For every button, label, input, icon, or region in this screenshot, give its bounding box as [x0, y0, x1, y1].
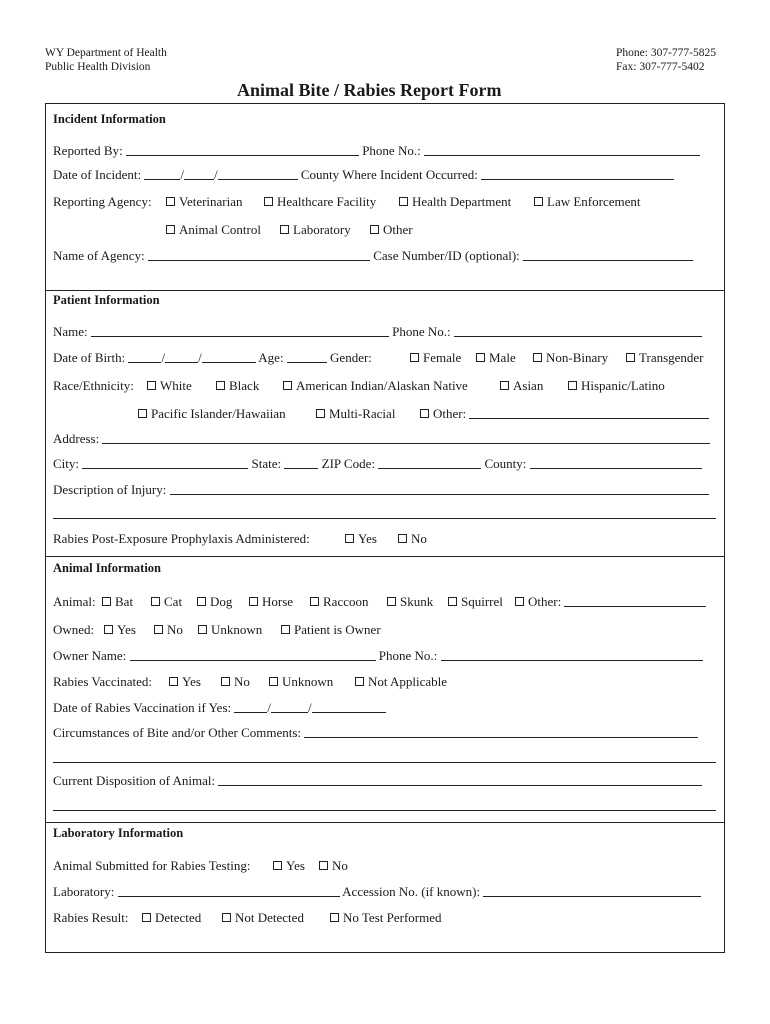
- checkbox-skunk[interactable]: [387, 597, 396, 606]
- address-row: [53, 431, 710, 447]
- injury-field[interactable]: [170, 483, 709, 495]
- vacc-date-label: Date of Rabies Vaccination if Yes:: [53, 700, 232, 715]
- submitted-label: Animal Submitted for Rabies Testing:: [53, 858, 251, 873]
- race-option-white[interactable]: [147, 378, 192, 394]
- race-option-other[interactable]: [420, 406, 709, 422]
- checkbox-animal-other[interactable]: [515, 597, 524, 606]
- owned-option-label: No: [167, 622, 183, 637]
- agency-option-law[interactable]: [534, 194, 640, 210]
- incident-date-day[interactable]: [184, 168, 214, 180]
- laboratory-label: Laboratory:: [53, 884, 115, 899]
- race-option-multiracial[interactable]: [316, 406, 395, 422]
- city-row: [53, 456, 702, 472]
- date-separator: /: [198, 350, 202, 365]
- agency-name-field[interactable]: [148, 249, 370, 261]
- disposition-label: Current Disposition of Animal:: [53, 773, 216, 788]
- race-option-label: White: [160, 378, 192, 393]
- checkbox-owned-unknown[interactable]: [198, 625, 207, 634]
- agency-option-label: Laboratory: [293, 222, 351, 237]
- vacc-date-day[interactable]: [271, 701, 308, 713]
- city-label: City:: [53, 456, 80, 471]
- reported-by-label: Reported By:: [53, 143, 123, 158]
- checkbox-pep-no[interactable]: [398, 534, 407, 543]
- patient-name-row: [53, 324, 702, 340]
- patient-name-field[interactable]: [91, 325, 389, 337]
- agency-option-label: Animal Control: [179, 222, 261, 237]
- section-divider: [45, 822, 725, 823]
- checkbox-bat[interactable]: [102, 597, 111, 606]
- checkbox-dog[interactable]: [197, 597, 206, 606]
- agency-option-health-dept[interactable]: [399, 194, 511, 210]
- vacc-option-unknown[interactable]: [269, 674, 333, 690]
- gender-label: Gender:: [330, 350, 372, 365]
- agency-option-laboratory[interactable]: [280, 222, 351, 238]
- agency-option-label: Other: [383, 222, 413, 237]
- incident-county-label: County Where Incident Occurred:: [300, 167, 478, 182]
- incident-date-year[interactable]: [218, 168, 298, 180]
- checkbox-hispanic[interactable]: [568, 381, 577, 390]
- animal-other-field[interactable]: [564, 595, 706, 607]
- state-field[interactable]: [284, 457, 318, 469]
- header-fax: Fax: 307-777-5402: [616, 61, 705, 73]
- race-label: Race/Ethnicity:: [53, 378, 134, 393]
- owned-option-yes[interactable]: [104, 622, 136, 638]
- result-option-detected[interactable]: [142, 910, 201, 926]
- race-option-label: Multi-Racial: [329, 406, 396, 421]
- incident-county-field[interactable]: [481, 168, 674, 180]
- circumstances-row: [53, 725, 698, 741]
- checkbox-transgender[interactable]: [626, 353, 635, 362]
- age-field[interactable]: [287, 351, 327, 363]
- county-label: County:: [484, 456, 527, 471]
- checkbox-black[interactable]: [216, 381, 225, 390]
- race-option-label: Pacific Islander/Hawaiian: [151, 406, 286, 421]
- checkbox-horse[interactable]: [249, 597, 258, 606]
- checkbox-owned-yes[interactable]: [104, 625, 113, 634]
- race-option-label: Black: [229, 378, 260, 393]
- org-line-2: Public Health Division: [45, 61, 151, 73]
- vacc-option-label: No: [234, 674, 250, 689]
- result-label: Rabies Result:: [53, 910, 129, 925]
- checkbox-female[interactable]: [410, 353, 419, 362]
- checkbox-agency-other[interactable]: [370, 225, 379, 234]
- page-title: Animal Bite / Rabies Report Form: [237, 80, 502, 100]
- reported-by-row: [53, 143, 700, 159]
- submitted-option-no[interactable]: [319, 858, 348, 874]
- animal-option-label: Dog: [210, 594, 233, 609]
- pep-label: Rabies Post-Exposure Prophylaxis Administered:: [53, 531, 310, 546]
- dob-month[interactable]: [128, 351, 161, 363]
- checkbox-male[interactable]: [476, 353, 485, 362]
- checkbox-patient-owner[interactable]: [281, 625, 290, 634]
- patient-dob-row: [53, 350, 372, 366]
- animal-option-label: Skunk: [400, 594, 434, 609]
- gender-option-label: Non-Binary: [546, 350, 609, 365]
- checkbox-american-indian[interactable]: [283, 381, 292, 390]
- county-field[interactable]: [530, 457, 702, 469]
- owned-option-label: Patient is Owner: [294, 622, 381, 637]
- agency-option-label: Law Enforcement: [547, 194, 641, 209]
- gender-option-label: Male: [489, 350, 516, 365]
- checkbox-vacc-unknown[interactable]: [269, 677, 278, 686]
- vacc-option-label: Not Applicable: [368, 674, 448, 689]
- gender-option-male[interactable]: [476, 350, 516, 366]
- animal-option-label: Bat: [115, 594, 134, 609]
- result-option-label: Not Detected: [235, 910, 304, 925]
- vacc-date-row: [53, 700, 386, 716]
- checkbox-healthcare[interactable]: [264, 197, 273, 206]
- checkbox-vacc-yes[interactable]: [169, 677, 178, 686]
- animal-option-other[interactable]: [515, 594, 706, 610]
- result-option-no-test[interactable]: [330, 910, 442, 926]
- checkbox-pep-yes[interactable]: [345, 534, 354, 543]
- animal-option-raccoon[interactable]: [310, 594, 368, 610]
- vacc-option-no[interactable]: [221, 674, 250, 690]
- checkbox-law[interactable]: [534, 197, 543, 206]
- date-separator: /: [308, 700, 312, 715]
- address-label: Address:: [53, 431, 100, 446]
- race-option-asian[interactable]: [500, 378, 543, 394]
- checkbox-vacc-na[interactable]: [355, 677, 364, 686]
- injury-label: Description of Injury:: [53, 482, 167, 497]
- date-separator: /: [267, 700, 271, 715]
- owned-option-label: Unknown: [211, 622, 263, 637]
- gender-option-label: Female: [423, 350, 462, 365]
- reporting-agency-label: Reporting Agency:: [53, 194, 152, 209]
- address-field[interactable]: [102, 432, 710, 444]
- patient-name-label: Name:: [53, 324, 88, 339]
- dob-year[interactable]: [202, 351, 256, 363]
- animal-option-label: Horse: [262, 594, 294, 609]
- checkbox-multiracial[interactable]: [316, 409, 325, 418]
- checkbox-pacific[interactable]: [138, 409, 147, 418]
- vacc-option-label: Yes: [182, 674, 201, 689]
- pep-option-no[interactable]: [398, 531, 427, 547]
- animal-option-label: Cat: [164, 594, 183, 609]
- owned-option-unknown[interactable]: [198, 622, 262, 638]
- checkbox-cat[interactable]: [151, 597, 160, 606]
- agency-option-label: Health Department: [412, 194, 512, 209]
- vacc-option-yes[interactable]: [169, 674, 201, 690]
- checkbox-nonbinary[interactable]: [533, 353, 542, 362]
- checkbox-health-dept[interactable]: [399, 197, 408, 206]
- disposition-row: [53, 773, 702, 789]
- header-phone: Phone: 307-777-5825: [616, 47, 716, 59]
- injury-row: [53, 482, 709, 498]
- race-option-label: Hispanic/Latino: [581, 378, 665, 393]
- date-separator: /: [180, 167, 184, 182]
- incident-phone-label: Phone No.:: [362, 143, 421, 158]
- section-divider: [45, 290, 725, 291]
- disposition-field-line-2[interactable]: [53, 799, 716, 811]
- animal-option-bat[interactable]: [102, 594, 133, 610]
- incident-date-label: Date of Incident:: [53, 167, 142, 182]
- checkbox-not-detected[interactable]: [222, 913, 231, 922]
- vaccinated-label: Rabies Vaccinated:: [53, 674, 153, 689]
- patient-phone-label: Phone No.:: [392, 324, 451, 339]
- circumstances-field[interactable]: [304, 726, 698, 738]
- pep-option-label: No: [411, 531, 427, 546]
- agency-name-row: [53, 248, 693, 264]
- gender-option-transgender[interactable]: [626, 350, 704, 366]
- animal-option-skunk[interactable]: [387, 594, 433, 610]
- owner-name-label: Owner Name:: [53, 648, 127, 663]
- owned-option-label: Yes: [117, 622, 136, 637]
- animal-option-cat[interactable]: [151, 594, 182, 610]
- agency-option-label: Veterinarian: [179, 194, 243, 209]
- animal-option-squirrel[interactable]: [448, 594, 503, 610]
- race-option-label: American Indian/Alaskan Native: [296, 378, 468, 393]
- owner-phone-label: Phone No.:: [378, 648, 438, 663]
- race-option-black[interactable]: [216, 378, 259, 394]
- race-option-label: Other:: [433, 406, 467, 421]
- agency-option-veterinarian[interactable]: [166, 194, 243, 210]
- vacc-date-year[interactable]: [312, 701, 386, 713]
- owner-name-field[interactable]: [130, 649, 376, 661]
- dob-day[interactable]: [165, 351, 198, 363]
- patient-phone-field[interactable]: [454, 325, 702, 337]
- race-option-hispanic[interactable]: [568, 378, 665, 394]
- owned-option-no[interactable]: [154, 622, 183, 638]
- animal-label: Animal:: [53, 594, 96, 609]
- city-field[interactable]: [82, 457, 248, 469]
- circumstances-label: Circumstances of Bite and/or Other Comments:: [53, 725, 302, 740]
- pep-option-label: Yes: [358, 531, 377, 546]
- animal-option-label: Raccoon: [323, 594, 369, 609]
- laboratory-row: [53, 884, 701, 900]
- accession-label: Accession No. (if known):: [342, 884, 481, 899]
- gender-option-label: Transgender: [639, 350, 704, 365]
- agency-option-other[interactable]: [370, 222, 413, 238]
- checkbox-race-other[interactable]: [420, 409, 429, 418]
- animal-option-label: Squirrel: [461, 594, 503, 609]
- incident-phone-field[interactable]: [424, 144, 700, 156]
- accession-field[interactable]: [483, 885, 701, 897]
- agency-name-label: Name of Agency:: [53, 248, 145, 263]
- checkbox-submitted-yes[interactable]: [273, 861, 282, 870]
- section-title-lab: Laboratory Information: [53, 826, 184, 840]
- section-divider: [45, 556, 725, 557]
- race-option-american-indian[interactable]: [283, 378, 468, 394]
- submitted-option-label: Yes: [286, 858, 305, 873]
- race-other-field[interactable]: [469, 407, 709, 419]
- race-option-pacific[interactable]: [138, 406, 286, 422]
- owner-name-row: [53, 648, 703, 664]
- dob-label: Date of Birth:: [53, 350, 126, 365]
- gender-option-nonbinary[interactable]: [533, 350, 608, 366]
- section-title-animal: Animal Information: [53, 561, 161, 575]
- owned-label: Owned:: [53, 622, 95, 637]
- checkbox-white[interactable]: [147, 381, 156, 390]
- checkbox-detected[interactable]: [142, 913, 151, 922]
- zip-label: ZIP Code:: [321, 456, 375, 471]
- laboratory-field[interactable]: [118, 885, 340, 897]
- section-title-patient: Patient Information: [53, 293, 160, 307]
- case-number-label: Case Number/ID (optional):: [373, 248, 520, 263]
- org-line-1: WY Department of Health: [45, 47, 167, 59]
- disposition-field[interactable]: [218, 774, 702, 786]
- animal-option-dog[interactable]: [197, 594, 232, 610]
- vacc-option-label: Unknown: [282, 674, 334, 689]
- vacc-date-month[interactable]: [234, 701, 267, 713]
- checkbox-veterinarian[interactable]: [166, 197, 175, 206]
- agency-option-label: Healthcare Facility: [277, 194, 377, 209]
- section-title-incident: Incident Information: [53, 112, 166, 126]
- result-option-label: Detected: [155, 910, 202, 925]
- checkbox-asian[interactable]: [500, 381, 509, 390]
- owned-option-patient-owner[interactable]: [281, 622, 381, 638]
- checkbox-vacc-no[interactable]: [221, 677, 230, 686]
- owner-phone-field[interactable]: [441, 649, 703, 661]
- zip-field[interactable]: [378, 457, 481, 469]
- animal-option-label: Other:: [528, 594, 562, 609]
- injury-field-line-2[interactable]: [53, 507, 716, 519]
- checkbox-owned-no[interactable]: [154, 625, 163, 634]
- submitted-option-yes[interactable]: [273, 858, 305, 874]
- checkbox-submitted-no[interactable]: [319, 861, 328, 870]
- vacc-option-na[interactable]: [355, 674, 447, 690]
- checkbox-squirrel[interactable]: [448, 597, 457, 606]
- incident-date-month[interactable]: [144, 168, 180, 180]
- case-number-field[interactable]: [523, 249, 693, 261]
- state-label: State:: [251, 456, 282, 471]
- checkbox-raccoon[interactable]: [310, 597, 319, 606]
- age-label: Age:: [258, 350, 284, 365]
- animal-option-horse[interactable]: [249, 594, 293, 610]
- result-option-not-detected[interactable]: [222, 910, 304, 926]
- pep-option-yes[interactable]: [345, 531, 377, 547]
- circumstances-field-line-2[interactable]: [53, 751, 716, 763]
- incident-date-row: [53, 167, 674, 183]
- agency-option-healthcare[interactable]: [264, 194, 376, 210]
- checkbox-animal-control[interactable]: [166, 225, 175, 234]
- date-separator: /: [161, 350, 166, 365]
- submitted-option-label: No: [332, 858, 348, 873]
- agency-option-animal-control[interactable]: [166, 222, 261, 238]
- checkbox-laboratory[interactable]: [280, 225, 289, 234]
- checkbox-no-test[interactable]: [330, 913, 339, 922]
- gender-option-female[interactable]: [410, 350, 461, 366]
- race-option-label: Asian: [513, 378, 544, 393]
- result-option-label: No Test Performed: [343, 910, 442, 925]
- reported-by-field[interactable]: [126, 144, 359, 156]
- date-separator: /: [213, 167, 218, 182]
